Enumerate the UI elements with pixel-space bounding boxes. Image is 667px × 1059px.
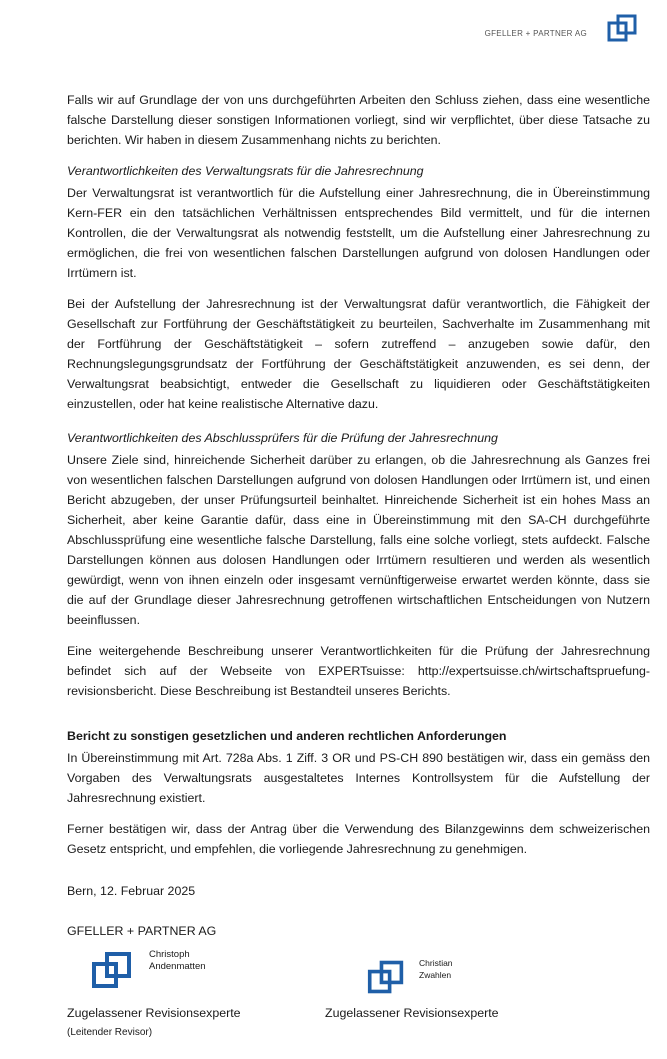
paragraph: Der Verwaltungsrat ist verantwortlich für die Aufstellung einer Jahresrechnung, die in Übereinstimmung Kern-FER ein den tatsächlichen Verhältnissen entsprechendes Bild vermittelt, und für die internen Kontrollen, die der Verwaltungsrat als notwendig feststellt, um die Aufstellung einer Jahresrechnung zu ermöglichen, die frei von wesentlichen falschen Darstellungen aufgrund von dolosen Handlungen oder Irrtümern ist. — [67, 186, 650, 280]
report-body — [67, 90, 650, 1059]
signer-role: (Leitender Revisor) — [67, 1027, 153, 1038]
gfeller-partner-logo-icon — [367, 959, 405, 995]
signer-name: Christian Zwahlen — [419, 958, 453, 980]
header-brand: GFELLER + PARTNER AG — [484, 29, 587, 38]
section-title: Bericht zu sonstigen gesetzlichen und anderen rechtlichen Anforderungen — [67, 729, 507, 743]
firm-name: GFELLER + PARTNER AG — [67, 924, 217, 938]
paragraph: Eine weitergehende Beschreibung unserer Verantwortlichkeiten für die Prüfung der Jahresrechnung befindet sich auf der Webseite von EXPERTsuisse: http://expertsuisse.ch/wirtschaftspruefung-revisionsbericht. Diese Beschreibung ist Bestandteil unseres Berichts. — [67, 644, 650, 698]
signature-block — [67, 949, 650, 1059]
subheading-board-responsibilities: Verantwortlichkeiten des Verwaltungsrats für die Jahresrechnung — [67, 164, 424, 178]
report-date: Bern, 12. Februar 2025 — [67, 884, 196, 898]
signer-title: Zugelassener Revisionsexperte — [325, 1006, 499, 1020]
paragraph: Ferner bestätigen wir, dass der Antrag über die Verwendung des Bilanzgewinns dem schweizerischen Gesetz entspricht, und empfehlen, die vorliegende Jahresrechnung zu genehmigen. — [67, 822, 650, 856]
signer-name: Christoph Andenmatten — [149, 949, 206, 972]
paragraph: In Übereinstimmung mit Art. 728a Abs. 1 Ziff. 3 OR und PS-CH 890 bestätigen wir, dass ein gemäss den Vorgaben des Verwaltungsrats ausgestaltetes Internes Kontrollsystem für die Aufstellung der Jahresrechnung existiert. — [67, 751, 650, 805]
paragraph: Falls wir auf Grundlage der von uns durchgeführten Arbeiten den Schluss ziehen, dass eine wesentliche falsche Darstellung dieser sonstigen Informationen vorliegt, sind wir verpflichtet, über diese Tatsache zu berichten. Wir haben in diesem Zusammenhang nichts zu berichten. — [67, 93, 650, 147]
paragraph: Unsere Ziele sind, hinreichende Sicherheit darüber zu erlangen, ob die Jahresrechnung als Ganzes frei von wesentlichen falschen Darstellungen aufgrund von dolosen Handlungen oder Irrtümern ist, und einen Bericht abzugeben, der unser Prüfungsurteil beinhaltet. Hinreichende Sicherheit ist ein hohes Mass an Sicherheit, aber keine Garantie dafür, dass eine in Übereinstimmung mit den SA-CH durchgeführte Abschlussprüfung eine wesentliche falsche Darstellung, falls eine solche vorliegt, stets aufdeckt. Falsche Darstellungen können aus dolosen Handlungen oder Irrtümern resultieren und werden als wesentlich gewürdigt, wenn von ihnen einzeln oder insgesamt vernünftigerweise erwartet werden könnte, dass sie die auf der Grundlage dieser Jahresrechnung getroffenen wirtschaftlichen Entscheidungen von Nutzern beeinflussen. — [67, 453, 650, 627]
gfeller-partner-logo-icon — [607, 14, 637, 42]
paragraph: Bei der Aufstellung der Jahresrechnung ist der Verwaltungsrat dafür verantwortlich, die Fähigkeit der Gesellschaft zur Fortführung der Geschäftstätigkeit zu beurteilen, Sachverhalte im Zusammenhang mit der Fortführung der Geschäftstätigkeit – sofern zutreffend – anzugeben sowie dafür, den Rechnungslegungsgrundsatz der Fortführung der Geschäftstätigkeit anzuwenden, es sei denn, der Verwaltungsrat beabsichtigt, entweder die Gesellschaft zu liquidieren oder Geschäftstätigkeiten einzustellen, oder hat keine realistische Alternative dazu. — [67, 297, 650, 411]
gfeller-partner-logo-icon — [91, 951, 133, 989]
subheading-auditor-responsibilities: Verantwortlichkeiten des Abschlussprüfers für die Prüfung der Jahresrechnung — [67, 431, 498, 445]
signer-title: Zugelassener Revisionsexperte — [67, 1006, 241, 1020]
